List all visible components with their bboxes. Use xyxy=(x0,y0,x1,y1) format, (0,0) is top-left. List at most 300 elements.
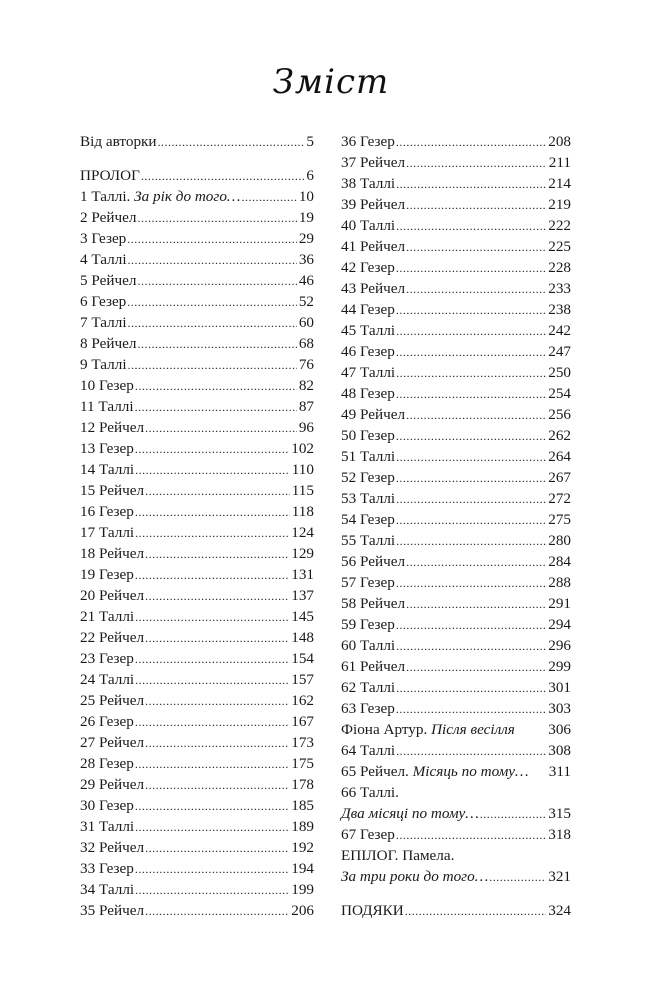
toc-entry xyxy=(341,635,571,656)
toc-entry-title: 32 Рейчел xyxy=(80,839,145,856)
toc-entry-title: 64 Таллі xyxy=(341,742,396,759)
toc-leader-dots xyxy=(396,678,546,699)
toc-leader-dots xyxy=(135,502,290,523)
toc-leader-dots xyxy=(396,573,546,594)
toc-entry-page: 262 xyxy=(548,427,571,444)
toc-entry-title: 28 Гезер xyxy=(80,755,134,772)
toc-entry xyxy=(80,228,314,249)
toc-entry-page: 321 xyxy=(548,868,571,885)
toc-leader-dots xyxy=(396,384,546,405)
toc-entry-title: 40 Таллі xyxy=(341,217,396,234)
toc-entry-title: 53 Таллі xyxy=(341,490,396,507)
toc-leader-dots xyxy=(145,628,289,649)
toc-entry-page: 68 xyxy=(298,335,314,352)
toc-entry xyxy=(80,375,314,396)
toc-entry-label xyxy=(341,782,399,803)
toc-entry-label xyxy=(80,858,134,879)
toc-entry-label xyxy=(80,354,127,375)
toc-entry-title: 46 Гезер xyxy=(341,343,395,360)
toc-leader-dots xyxy=(135,649,289,670)
toc-entry-title: ЕПІЛОГ. Памела. xyxy=(341,847,455,864)
toc-entry xyxy=(80,522,314,543)
toc-entry xyxy=(341,341,571,362)
toc-entry-label xyxy=(80,732,144,753)
toc-entry-label xyxy=(341,299,395,320)
toc-entry-subtitle: Два місяці по тому… xyxy=(341,805,479,822)
toc-leader-dots xyxy=(396,615,546,636)
toc-entry xyxy=(80,879,314,900)
toc-entry-title: 9 Таллі xyxy=(80,356,127,373)
toc-entry-title: 38 Таллі xyxy=(341,175,396,192)
toc-entry-title: 8 Рейчел xyxy=(80,335,137,352)
toc-leader-dots xyxy=(145,481,290,502)
toc-entry-title: 55 Таллі xyxy=(341,532,396,549)
toc-entry-title: 35 Рейчел xyxy=(80,902,145,919)
toc-entry-title: 17 Таллі xyxy=(80,524,135,541)
toc-leader-dots xyxy=(145,838,289,859)
toc-entry-label xyxy=(341,257,395,278)
toc-entry-title: 63 Гезер xyxy=(341,700,395,717)
toc-entry-label xyxy=(80,480,144,501)
toc-entry-title: 60 Таллі xyxy=(341,637,396,654)
toc-entry xyxy=(341,803,571,824)
toc-leader-dots xyxy=(145,733,289,754)
toc-leader-dots xyxy=(137,208,296,229)
toc-entry-page: 19 xyxy=(298,209,314,226)
toc-entry-title: 25 Рейчел xyxy=(80,692,145,709)
toc-entry xyxy=(341,320,571,341)
toc-entry xyxy=(341,593,571,614)
toc-entry xyxy=(341,299,571,320)
toc-entry-label xyxy=(341,677,395,698)
toc-entry-page: 6 xyxy=(306,167,314,184)
toc-entry xyxy=(80,396,314,417)
toc-leader-dots xyxy=(396,258,546,279)
toc-entry-title: 21 Таллі xyxy=(80,608,135,625)
toc-entry-label xyxy=(341,152,405,173)
toc-leader-dots xyxy=(128,250,297,271)
toc-entry-label xyxy=(80,270,136,291)
toc-entry-title: 57 Гезер xyxy=(341,574,395,591)
toc-entry-title: 19 Гезер xyxy=(80,566,134,583)
toc-entry-title: ПРОЛОГ xyxy=(80,167,140,184)
toc-entry-page: 318 xyxy=(548,826,571,843)
toc-entry-subtitle: Після весілля xyxy=(431,721,515,738)
toc-entry-title: 11 Таллі xyxy=(80,398,134,415)
toc-leader-dots xyxy=(406,594,546,615)
toc-entry-page: 242 xyxy=(548,322,571,339)
toc-entry xyxy=(80,732,314,753)
toc-leader-dots xyxy=(135,397,297,418)
toc-entry-subtitle: Місяць по тому… xyxy=(412,763,529,780)
toc-leader-dots xyxy=(145,691,289,712)
toc-entry-page: 178 xyxy=(291,776,314,793)
toc-leader-dots xyxy=(406,552,546,573)
toc-entry-page: 185 xyxy=(291,797,314,814)
toc-entry-title: 45 Таллі xyxy=(341,322,396,339)
toc-entry xyxy=(80,564,314,585)
toc-entry xyxy=(341,866,571,887)
toc-entry-page: 137 xyxy=(291,587,314,604)
toc-entry xyxy=(80,795,314,816)
toc-entry-label xyxy=(341,509,395,530)
toc-entry-label xyxy=(80,879,134,900)
toc-leader-dots xyxy=(135,859,289,880)
toc-entry xyxy=(341,215,571,236)
toc-entry-page: 284 xyxy=(548,553,571,570)
toc-entry-page: 131 xyxy=(291,566,314,583)
toc-leader-dots xyxy=(489,867,546,888)
toc-entry-label xyxy=(80,417,144,438)
toc-entry-page: 254 xyxy=(548,385,571,402)
toc-leader-dots xyxy=(396,510,546,531)
toc-entry-page: 291 xyxy=(548,595,571,612)
toc-entry-page: 299 xyxy=(548,658,571,675)
toc-leader-dots xyxy=(135,712,289,733)
toc-entry-label xyxy=(80,165,140,186)
toc-entry xyxy=(341,698,571,719)
toc-entry-page: 238 xyxy=(548,301,571,318)
toc-leader-dots xyxy=(396,216,546,237)
toc-entry-page: 294 xyxy=(548,616,571,633)
toc-entry-label xyxy=(80,606,134,627)
toc-entry xyxy=(80,606,314,627)
toc-entry xyxy=(80,270,314,291)
toc-entry-title: 7 Таллі xyxy=(80,314,127,331)
toc-leader-dots xyxy=(406,195,546,216)
toc-entry-title: 13 Гезер xyxy=(80,440,134,457)
toc-leader-dots xyxy=(145,418,297,439)
toc-entry-page: 308 xyxy=(548,742,571,759)
toc-entry xyxy=(341,173,571,194)
toc-entry-page: 36 xyxy=(298,251,314,268)
toc-leader-dots xyxy=(128,355,297,376)
toc-entry-page: 60 xyxy=(298,314,314,331)
toc-entry-page: 228 xyxy=(548,259,571,276)
toc-entry xyxy=(341,446,571,467)
toc-entry-label xyxy=(341,278,405,299)
toc-entry-label xyxy=(80,648,134,669)
toc-entry-page: 214 xyxy=(548,175,571,192)
toc-entry-title: 23 Гезер xyxy=(80,650,134,667)
toc-leader-dots xyxy=(141,166,305,187)
toc-entry xyxy=(80,249,314,270)
toc-entry xyxy=(80,543,314,564)
toc-entry-label xyxy=(80,249,127,270)
toc-entry xyxy=(341,656,571,677)
toc-entry-title: 26 Гезер xyxy=(80,713,134,730)
toc-entry-label xyxy=(80,711,134,732)
toc-leader-dots xyxy=(406,405,546,426)
toc-entry-title: 61 Рейчел xyxy=(341,658,406,675)
toc-entry-label xyxy=(80,690,144,711)
toc-entry-label xyxy=(341,614,395,635)
toc-entry-label xyxy=(341,467,395,488)
toc-leader-dots xyxy=(396,174,546,195)
toc-entry-label xyxy=(341,803,479,824)
toc-entry-title: 51 Таллі xyxy=(341,448,396,465)
toc-entry-page: 222 xyxy=(548,217,571,234)
toc-entry-title: 5 Рейчел xyxy=(80,272,137,289)
toc-entry-label xyxy=(80,753,134,774)
toc-entry xyxy=(80,690,314,711)
toc-entry xyxy=(80,837,314,858)
toc-leader-dots xyxy=(135,796,289,817)
toc-leader-dots xyxy=(135,817,289,838)
toc-entry-label xyxy=(80,131,157,152)
toc-entry-label xyxy=(80,228,126,249)
toc-entry xyxy=(341,677,571,698)
toc-entry-label xyxy=(80,837,144,858)
toc-entry-title: 18 Рейчел xyxy=(80,545,145,562)
toc-entry-page: 311 xyxy=(548,763,571,780)
toc-entry xyxy=(80,858,314,879)
toc-entry-page: 145 xyxy=(291,608,314,625)
toc-entry xyxy=(341,900,571,921)
toc-entry-label xyxy=(341,194,405,215)
toc-entry-subtitle: За рік до того… xyxy=(134,188,241,205)
toc-entry-title: 66 Таллі. xyxy=(341,784,399,801)
toc-leader-dots xyxy=(135,376,297,397)
toc-entry-page: 211 xyxy=(548,154,571,171)
toc-entry-page: 324 xyxy=(548,902,571,919)
toc-leader-dots xyxy=(145,901,289,922)
toc-entry-title: 62 Таллі xyxy=(341,679,396,696)
toc-entry xyxy=(341,404,571,425)
toc-entry-title: 33 Гезер xyxy=(80,860,134,877)
toc-entry-title: 10 Гезер xyxy=(80,377,134,394)
toc-entry-page: 167 xyxy=(291,713,314,730)
toc-entry-page: 10 xyxy=(298,188,314,205)
toc-entry-title: 50 Гезер xyxy=(341,427,395,444)
toc-entry-page: 175 xyxy=(291,755,314,772)
toc-entry-label xyxy=(341,635,395,656)
toc-entry-page: 275 xyxy=(548,511,571,528)
toc-entry-label xyxy=(80,312,127,333)
toc-entry xyxy=(80,774,314,795)
toc-entry-page: 219 xyxy=(548,196,571,213)
toc-entry-subtitle: За три роки до того… xyxy=(341,868,489,885)
toc-entry-page: 115 xyxy=(291,482,314,499)
toc-entry-title: 59 Гезер xyxy=(341,616,395,633)
toc-entry-label xyxy=(341,341,395,362)
toc-leader-dots xyxy=(396,531,546,552)
toc-entry xyxy=(341,425,571,446)
toc-leader-dots xyxy=(135,523,289,544)
toc-entry-page: 87 xyxy=(298,398,314,415)
toc-entry-label xyxy=(341,530,395,551)
toc-entry-label xyxy=(341,866,488,887)
toc-entry-label xyxy=(80,585,144,606)
toc-entry-page: 124 xyxy=(291,524,314,541)
toc-entry xyxy=(341,152,571,173)
toc-entry-label xyxy=(80,564,134,585)
toc-leader-dots xyxy=(396,300,546,321)
toc-entry-title: 42 Гезер xyxy=(341,259,395,276)
toc-entry-title: 30 Гезер xyxy=(80,797,134,814)
toc-entry-label xyxy=(341,362,395,383)
toc-entry-title: 67 Гезер xyxy=(341,826,395,843)
toc-entry-label xyxy=(341,173,395,194)
toc-leader-dots xyxy=(135,439,289,460)
toc-entry xyxy=(80,438,314,459)
toc-entry-page: 225 xyxy=(548,238,571,255)
toc-entry-label xyxy=(80,900,144,921)
toc-leader-dots xyxy=(406,279,546,300)
toc-entry xyxy=(341,488,571,509)
toc-entry-title: 37 Рейчел xyxy=(341,154,406,171)
toc-leader-dots xyxy=(396,363,546,384)
toc-entry-page: 52 xyxy=(298,293,314,310)
toc-leader-dots xyxy=(396,426,546,447)
toc-entry-label xyxy=(341,551,405,572)
toc-entry xyxy=(341,257,571,278)
toc-entry-label xyxy=(341,236,405,257)
toc-entry-label xyxy=(341,900,404,921)
toc-leader-dots xyxy=(406,237,546,258)
toc-entry-page: 154 xyxy=(291,650,314,667)
toc-entry-title: 43 Рейчел xyxy=(341,280,406,297)
toc-entry xyxy=(341,551,571,572)
toc-entry xyxy=(341,761,571,782)
toc-entry-label xyxy=(80,795,134,816)
toc-entry-page: 29 xyxy=(298,230,314,247)
toc-entry xyxy=(341,782,571,803)
toc-entry-label xyxy=(341,719,515,740)
toc-entry-label xyxy=(80,774,144,795)
toc-entry-label xyxy=(80,333,136,354)
toc-entry xyxy=(80,585,314,606)
toc-entry-page: 148 xyxy=(291,629,314,646)
toc-entry-page: 5 xyxy=(306,133,314,150)
toc-entry xyxy=(80,354,314,375)
toc-entry-label xyxy=(80,669,134,690)
toc-leader-dots xyxy=(137,271,296,292)
toc-leader-dots xyxy=(145,544,289,565)
toc-entry-title: 14 Таллі xyxy=(80,461,135,478)
toc-entry-page: 173 xyxy=(291,734,314,751)
toc-entry-label xyxy=(80,375,134,396)
toc-entry xyxy=(341,572,571,593)
toc-leader-dots xyxy=(396,447,546,468)
toc-entry-label xyxy=(341,131,395,152)
toc-entry-title: 65 Рейчел. xyxy=(341,763,413,780)
toc-entry-label xyxy=(341,488,395,509)
toc-entry-title: 24 Таллі xyxy=(80,671,135,688)
toc-entry-page: 199 xyxy=(291,881,314,898)
toc-entry-title: 49 Рейчел xyxy=(341,406,406,423)
toc-leader-dots xyxy=(135,670,289,691)
toc-entry-label xyxy=(80,501,134,522)
toc-leader-dots xyxy=(406,153,547,174)
toc-entry-label xyxy=(80,438,134,459)
toc-entry-label xyxy=(80,186,240,207)
toc-entry xyxy=(341,824,571,845)
toc-entry-page: 233 xyxy=(548,280,571,297)
toc-entry-label xyxy=(341,761,529,782)
toc-leader-dots xyxy=(135,607,289,628)
toc-entry-page: 315 xyxy=(548,805,571,822)
toc-entry-page: 303 xyxy=(548,700,571,717)
toc-leader-dots xyxy=(396,132,546,153)
toc-entry-title: 58 Рейчел xyxy=(341,595,406,612)
toc-entry-page: 102 xyxy=(291,440,314,457)
toc-entry-page: 96 xyxy=(298,419,314,436)
toc-entry-label xyxy=(341,824,395,845)
toc-leader-dots xyxy=(135,880,289,901)
toc-entry-title: 31 Таллі xyxy=(80,818,135,835)
toc-entry-label xyxy=(341,845,454,866)
toc-entry-label xyxy=(341,404,405,425)
toc-entry xyxy=(80,501,314,522)
toc-entry xyxy=(341,362,571,383)
toc-entry-title: 48 Гезер xyxy=(341,385,395,402)
toc-entry-label xyxy=(80,459,134,480)
toc-entry-label xyxy=(341,593,405,614)
toc-entry xyxy=(80,207,314,228)
toc-entry-label xyxy=(80,522,134,543)
toc-entry-page: 157 xyxy=(291,671,314,688)
toc-leader-dots xyxy=(396,321,546,342)
toc-entry-page: 46 xyxy=(298,272,314,289)
toc-entry-page: 194 xyxy=(291,860,314,877)
toc-entry-label xyxy=(341,215,395,236)
toc-entry xyxy=(341,467,571,488)
toc-entry xyxy=(341,614,571,635)
toc-entry xyxy=(341,194,571,215)
toc-entry xyxy=(341,509,571,530)
toc-entry-page: 208 xyxy=(548,133,571,150)
toc-entry xyxy=(80,753,314,774)
toc-entry-label xyxy=(80,627,144,648)
toc-leader-dots xyxy=(396,741,546,762)
toc-entry-page: 280 xyxy=(548,532,571,549)
toc-entry xyxy=(80,312,314,333)
toc-entry-title: 41 Рейчел xyxy=(341,238,406,255)
toc-entry-label xyxy=(341,740,395,761)
toc-leader-dots xyxy=(135,754,289,775)
toc-entry-title: 54 Гезер xyxy=(341,511,395,528)
toc-entry-label xyxy=(80,207,136,228)
toc-entry-title: 16 Гезер xyxy=(80,503,134,520)
toc-entry xyxy=(80,900,314,921)
toc-entry-title: 47 Таллі xyxy=(341,364,396,381)
toc-entry-label xyxy=(80,816,134,837)
toc-entry xyxy=(341,719,571,740)
toc-entry xyxy=(341,530,571,551)
toc-entry-label xyxy=(341,383,395,404)
toc-entry xyxy=(80,165,314,186)
toc-entry xyxy=(80,816,314,837)
toc-leader-dots xyxy=(396,699,546,720)
toc-leader-dots xyxy=(145,775,289,796)
toc-entry xyxy=(80,480,314,501)
toc-entry-page: 76 xyxy=(298,356,314,373)
toc-leader-dots xyxy=(158,132,305,153)
toc-entry xyxy=(80,417,314,438)
toc-entry-page: 267 xyxy=(548,469,571,486)
toc-entry-title: 39 Рейчел xyxy=(341,196,406,213)
page-title: Зміст xyxy=(272,62,390,102)
toc-leader-dots xyxy=(145,586,289,607)
toc-entry-page: 129 xyxy=(291,545,314,562)
toc-entry-title: 15 Рейчел xyxy=(80,482,145,499)
toc-entry-title: 2 Рейчел xyxy=(80,209,137,226)
toc-entry xyxy=(80,131,314,152)
toc-entry-label xyxy=(80,291,126,312)
toc-entry-page: 206 xyxy=(291,902,314,919)
toc-leader-dots xyxy=(396,825,546,846)
